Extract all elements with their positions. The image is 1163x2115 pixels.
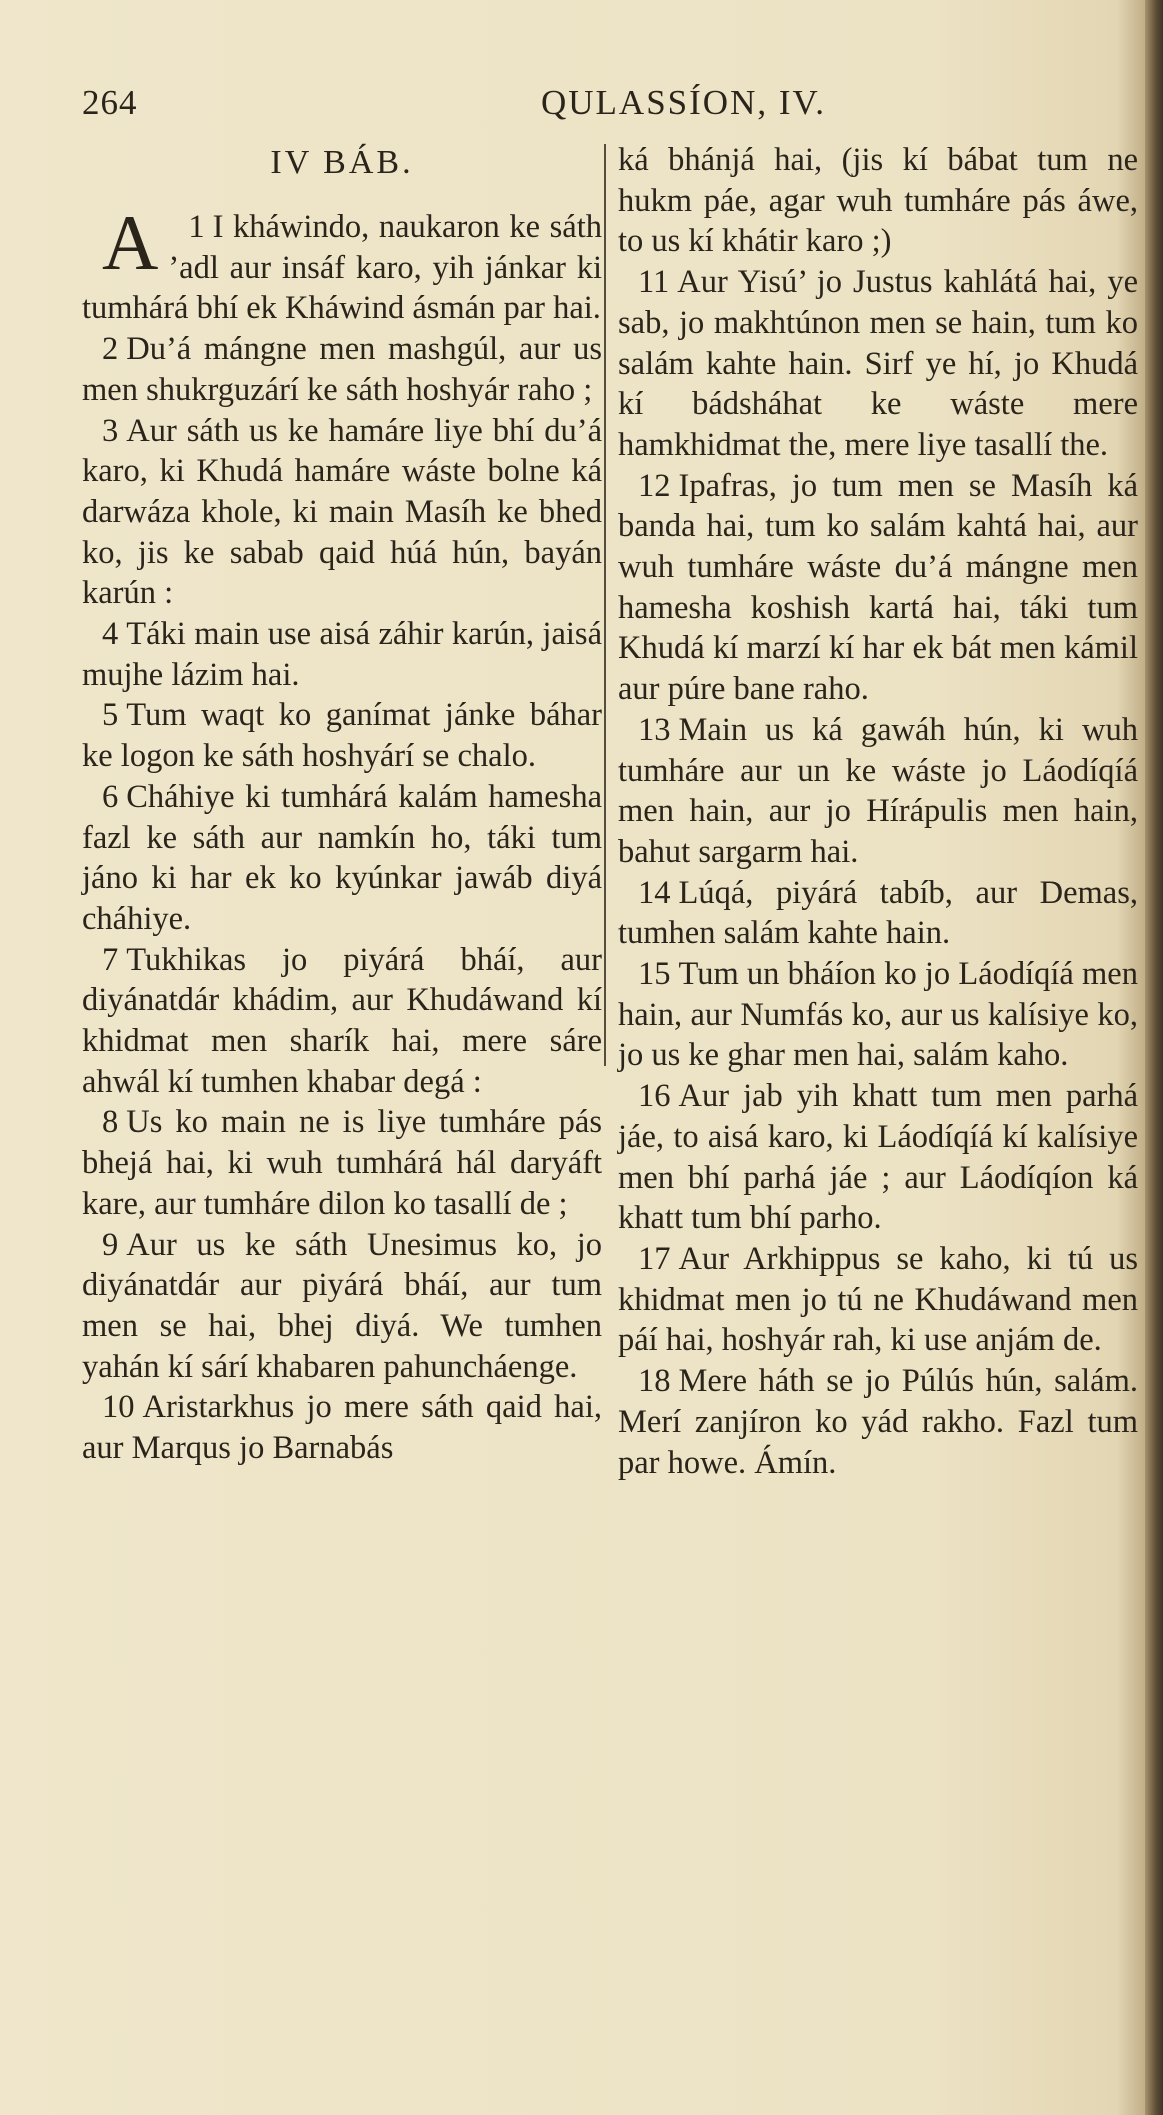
chapter-heading: IV BÁB. [270, 144, 414, 181]
verse-number: 15 [638, 956, 671, 993]
verse-10-continued [618, 140, 1138, 262]
verse-10 [82, 1387, 602, 1468]
verse-3 [82, 411, 602, 615]
verse-text: Aur us ke sáth Unesimus ko, jo diyánatdár aur piyárá bháí, aur tum men se hai, bhej diyá. We tumhen yahán kí sárí khabaren pahuncháenge. [82, 1226, 602, 1385]
verse-number: 14 [638, 874, 671, 911]
verse-number: 18 [638, 1363, 671, 1400]
verse-text: Ipafras, jo tum men se Masíh ká banda hai, tum ko salám kahtá hai, aur wuh tumháre wáste du’á mángne men hamesha koshish kartá hai, táki tum Khudá kí marzí kí har ek bát men kámil aur púre bane raho. [618, 467, 1138, 708]
verse-6 [82, 777, 602, 940]
drop-cap: A [102, 199, 159, 286]
verse-number: 12 [638, 467, 671, 504]
verse-1 [82, 199, 602, 329]
verse-11 [618, 262, 1138, 466]
verse-text: Mere háth se jo Púlús hún, salám. Merí zanjíron ko yád rakho. Fazl tum par howe. Ámín. [618, 1363, 1138, 1481]
verse-number: 11 [638, 264, 670, 301]
verse-text: I kháwindo, naukaron ke sáth ’adl aur insáf karo, yih jánkar ki tumhárá bhí ek Kháwind ásmán par hai. [82, 209, 602, 327]
verse-number: 8 [102, 1104, 119, 1141]
verse-number: 2 [102, 331, 119, 368]
verse-text: Us ko main ne is liye tumháre pás bhejá hai, ki wuh tumhárá hál daryáft kare, aur tumháre dilon ko tasallí de ; [82, 1104, 602, 1222]
verse-number: 1 [188, 209, 205, 245]
verse-2 [82, 329, 602, 410]
verse-text: Main us ká gawáh hún, ki wuh tumháre aur un ke wáste jo Láodíqíá men hain, aur jo Hírápulis men hain, bahut sargarm hai. [618, 711, 1138, 870]
verse-text: Lúqá, piyárá tabíb, aur Demas, tumhen salám kahte hain. [618, 874, 1138, 952]
verse-13 [618, 710, 1138, 873]
verse-9 [82, 1225, 602, 1388]
verse-text: Tukhikas jo piyárá bháí, aur diyánatdár khádim, aur Khudáwand kí khidmat men sharík hai, mere sáre ahwál kí tumhen khabar degá : [82, 941, 602, 1100]
right-column [618, 140, 1138, 1483]
verse-7 [82, 940, 602, 1103]
verse-16 [618, 1076, 1138, 1239]
verse-text: Cháhiye ki tumhárá kalám hamesha fazl ke sáth aur namkín ho, táki tum jáno ki har ek ko kyúnkar jawáb diyá cháhiye. [82, 778, 602, 937]
verse-text: Táki main use aisá záhir karún, jaisá mujhe lázim hai. [82, 616, 602, 693]
verse-17 [618, 1239, 1138, 1361]
running-title: QULASSÍON, IV. [541, 83, 827, 122]
verse-text: ká bhánjá hai, (jis kí bábat tum ne hukm páe, agar wuh tumháre pás áwe, to us kí khátir karo ;) [618, 142, 1138, 260]
verse-12 [618, 466, 1138, 710]
left-column [82, 143, 602, 1469]
verse-5 [82, 695, 602, 776]
verse-text: Aristarkhus jo mere sáth qaid hai, aur Marqus jo Barnabás [82, 1389, 602, 1467]
verse-number: 7 [102, 941, 119, 978]
verse-number: 9 [102, 1226, 119, 1263]
verse-4 [82, 614, 602, 695]
verse-number: 5 [102, 697, 119, 734]
verse-number: 17 [638, 1240, 671, 1277]
verse-number: 10 [102, 1389, 135, 1426]
page-header [78, 83, 1133, 131]
verse-text: Tum un bháíon ko jo Láodíqíá men hain, aur Numfás ko, aur us kalísiye ko, jo us ke ghar men hai, salám kaho. [618, 956, 1138, 1074]
verse-text: Aur sáth us ke hamáre liye bhí du’á karo, ki Khudá hamáre wáste bolne ká darwáza khole, ki main Masíh ke bhed ko, jis ke sabab qaid húá hún, bayán karún : [82, 412, 602, 612]
verse-number: 13 [638, 711, 671, 748]
verse-14 [618, 873, 1138, 954]
verse-text: Aur Yisú’ jo Justus kahlátá hai, ye sab, jo makhtúnon men se hain, tum ko salám kahte hain. Sirf ye hí, jo Khudá kí bádsháhat ke wáste mere hamkhidmat the, mere liye tasallí the. [618, 264, 1138, 463]
verse-number: 4 [102, 616, 119, 653]
verse-number: 6 [102, 778, 119, 815]
verse-text: Du’á mángne men mashgúl, aur us men shukrguzárí ke sáth hoshyár raho ; [82, 331, 602, 408]
verse-number: 16 [638, 1078, 671, 1115]
page-edge [1145, 0, 1163, 2115]
verse-text: Aur jab yih khatt tum men parhá jáe, to aisá karo, ki Láodíqíá kí kalísiye men bhí parhá jáe ; aur Láodíqíon ká khatt tum bhí parho. [618, 1078, 1138, 1237]
verse-text: Aur Arkhippus se kaho, ki tú us khidmat men jo tú ne Khudáwand men páí hai, hoshyár rah, ki use anjám de. [618, 1240, 1138, 1359]
verse-8 [82, 1102, 602, 1224]
column-divider [604, 144, 606, 1066]
verse-18 [618, 1361, 1138, 1483]
verse-text: Tum waqt ko ganímat jánke báhar ke logon ke sáth hoshyárí se chalo. [82, 697, 602, 775]
verse-number: 3 [102, 412, 119, 449]
verse-15 [618, 954, 1138, 1076]
page-number: 264 [82, 83, 138, 122]
